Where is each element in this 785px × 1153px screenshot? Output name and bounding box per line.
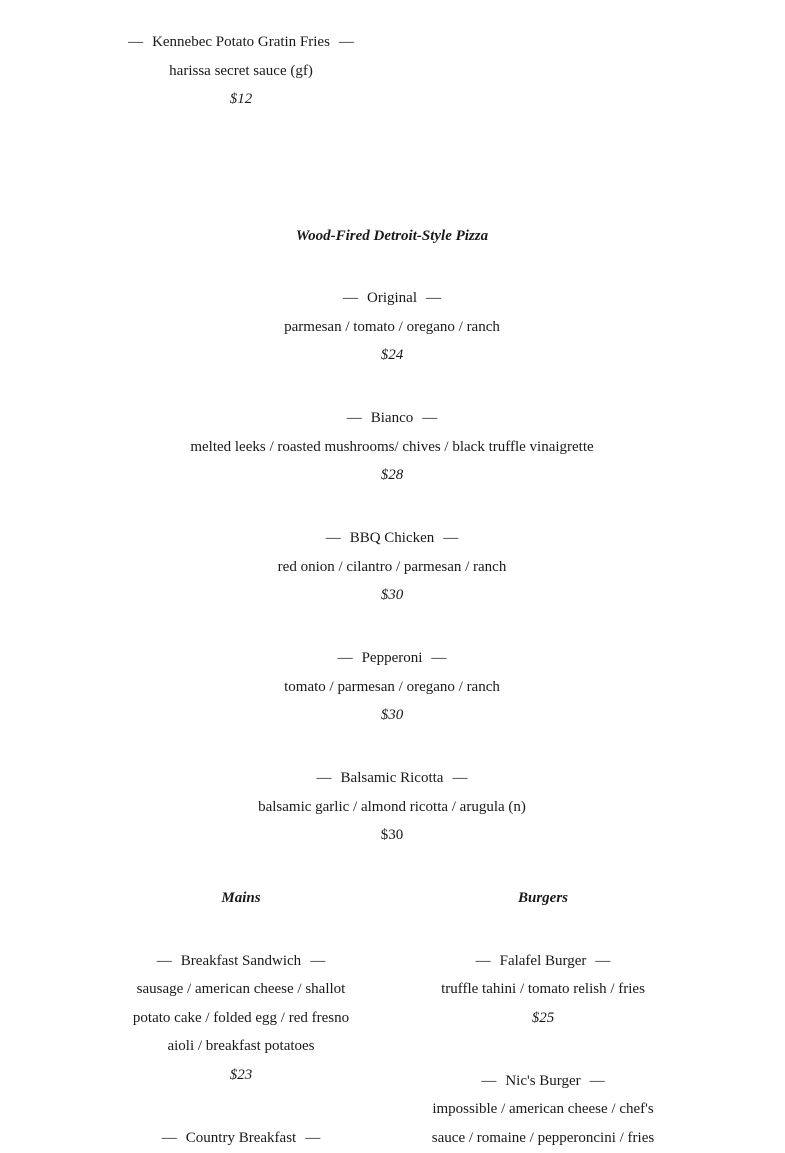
item-name: Nic's Burger	[505, 1073, 581, 1089]
item-description-line: sausage / american cheese / shallot	[136, 981, 346, 997]
item-description: parmesan / tomato / oregano / ranch	[284, 319, 500, 335]
dash-left: —	[156, 953, 172, 969]
item-description: melted leeks / roasted mushrooms/ chives / black truffle vinaigrette	[190, 439, 594, 455]
item-name: Falafel Burger	[499, 953, 587, 969]
item-description-line: sauce / romaine / pepperoncini / fries	[431, 1130, 655, 1146]
item-price: $30	[380, 707, 404, 723]
item-name: Breakfast Sandwich	[180, 953, 302, 969]
pizza-item-balsamic-ricotta-title	[308, 768, 477, 788]
dash-right: —	[443, 530, 459, 546]
dash-right: —	[589, 1073, 605, 1089]
pizza-item-pepperoni-title	[329, 648, 456, 668]
burgers-item-falafel-title	[467, 951, 620, 971]
item-name: Balsamic Ricotta	[340, 770, 444, 786]
dash-left: —	[481, 1073, 497, 1089]
dash-right: —	[426, 290, 441, 306]
mains-item-country-breakfast-title	[153, 1128, 329, 1148]
dash-right: —	[422, 410, 438, 426]
item-description-line: impossible / american cheese / chef's	[432, 1101, 654, 1117]
item-price: $12	[229, 91, 253, 107]
dash-right: —	[305, 1130, 321, 1146]
item-name: Kennebec Potato Gratin Fries	[152, 34, 330, 50]
item-description: tomato / parmesan / oregano / ranch	[284, 679, 500, 695]
dash-right: —	[310, 953, 326, 969]
dash-left: —	[343, 290, 358, 306]
dash-right: —	[338, 34, 354, 50]
pizza-item-original-title	[334, 288, 450, 308]
item-name: Bianco	[370, 410, 414, 426]
pizza-item-bbq-chicken-title	[317, 528, 468, 548]
item-description: red onion / cilantro / parmesan / ranch	[277, 559, 507, 575]
dash-left: —	[337, 650, 353, 666]
item-price: $24	[380, 347, 404, 363]
item-description: harissa secret sauce (gf)	[169, 63, 313, 79]
item-price: $30	[380, 827, 404, 843]
dash-left: —	[475, 953, 491, 969]
pizza-item-bianco-title	[338, 408, 447, 428]
item-name: BBQ Chicken	[349, 530, 435, 546]
item-description-line: potato cake / folded egg / red fresno	[132, 1010, 350, 1026]
dash-left: —	[161, 1130, 177, 1146]
section-title-burgers: Burgers	[517, 890, 569, 906]
item-name: Country Breakfast	[185, 1130, 297, 1146]
burgers-item-nics-burger-title	[472, 1071, 613, 1091]
item-price: $25	[531, 1010, 555, 1026]
mains-item-breakfast-sandwich-title	[148, 951, 334, 971]
dash-left: —	[128, 34, 144, 50]
item-price: $23	[229, 1067, 253, 1083]
dash-left: —	[316, 770, 332, 786]
dash-right: —	[452, 770, 468, 786]
item-name: Original	[367, 290, 417, 306]
section-title-mains: Mains	[221, 890, 261, 906]
dash-right: —	[431, 650, 447, 666]
item-description-line: truffle tahini / tomato relish / fries	[441, 981, 645, 997]
section-title-pizza: Wood-Fired Detroit-Style Pizza	[295, 228, 489, 244]
dash-left: —	[346, 410, 362, 426]
item-kennebec-fries-title	[119, 32, 363, 52]
item-price: $30	[380, 587, 404, 603]
item-price: $28	[380, 467, 404, 483]
item-description: balsamic garlic / almond ricotta / arugula (n)	[258, 799, 526, 815]
item-name: Pepperoni	[361, 650, 423, 666]
item-description-line: aioli / breakfast potatoes	[167, 1038, 315, 1054]
dash-right: —	[595, 953, 611, 969]
dash-left: —	[325, 530, 341, 546]
